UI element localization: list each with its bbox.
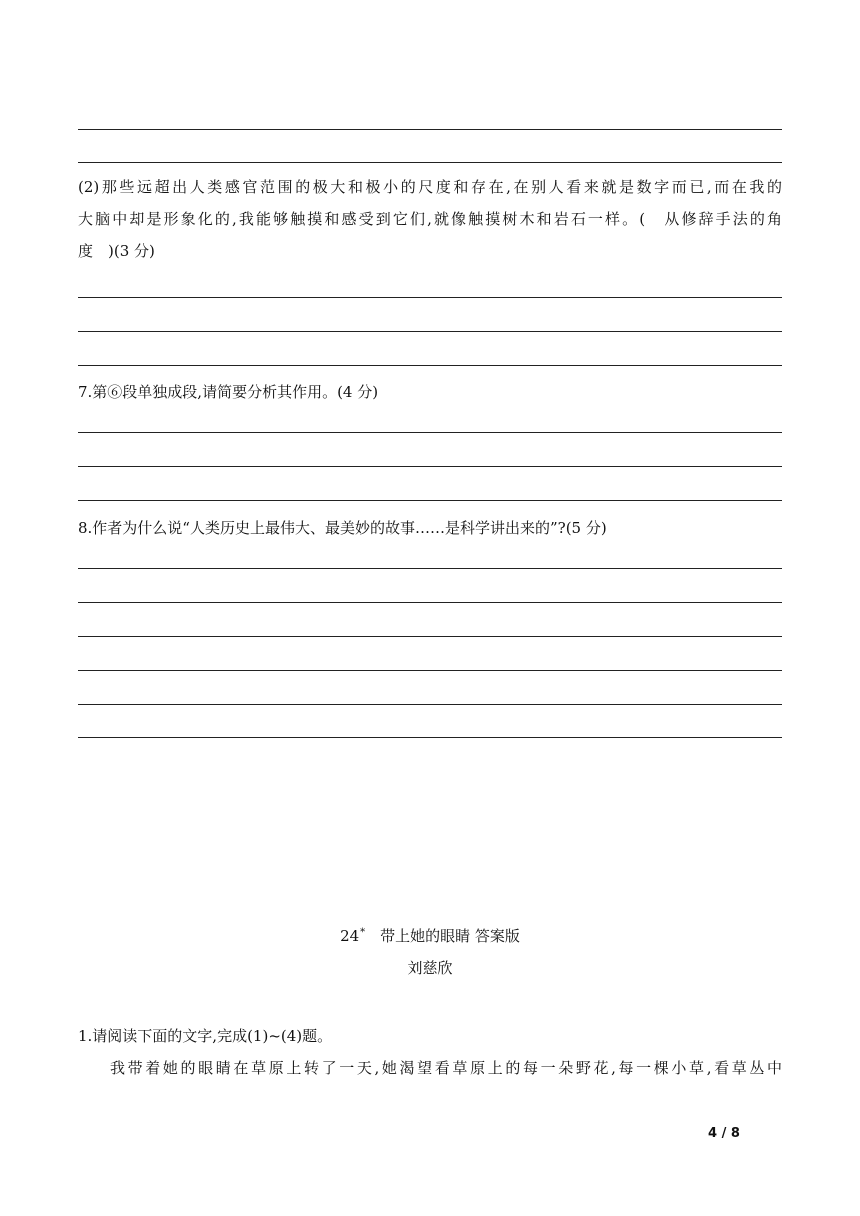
answer-line bbox=[78, 670, 782, 671]
question-8: 8.作者为什么说“人类历史上最伟大、最美妙的故事……是科学讲出来的”?(5 分) bbox=[78, 519, 607, 537]
question-6-2 bbox=[78, 171, 782, 267]
answer-line bbox=[78, 500, 782, 501]
answer-line bbox=[78, 466, 782, 467]
passage bbox=[110, 1052, 782, 1084]
page-number: 4 / 8 bbox=[708, 1126, 740, 1141]
lesson-title bbox=[0, 923, 860, 946]
question-text-line: 度 )(3 分) bbox=[78, 242, 155, 260]
lesson-title-text: 带上她的眼睛 答案版 bbox=[365, 927, 520, 945]
answer-line bbox=[78, 704, 782, 705]
answer-line bbox=[78, 129, 782, 130]
answer-line bbox=[78, 737, 782, 738]
answer-line bbox=[78, 602, 782, 603]
answer-line bbox=[78, 162, 782, 163]
question-1: 1.请阅读下面的文字,完成(1)~(4)题。 bbox=[78, 1027, 333, 1045]
answer-line bbox=[78, 432, 782, 433]
answer-line bbox=[78, 331, 782, 332]
passage-line: 我带着她的眼睛在草原上转了一天,她渴望看草原上的每一朵野花,每一棵小草,看草丛中 bbox=[110, 1059, 782, 1077]
answer-line bbox=[78, 297, 782, 298]
answer-line bbox=[78, 365, 782, 366]
lesson-mark: * bbox=[360, 927, 366, 938]
question-text-line: 大脑中却是形象化的,我能够触摸和感受到它们,就像触摸树木和岩石一样。( 从修辞手法的角 bbox=[78, 210, 782, 228]
answer-line bbox=[78, 636, 782, 637]
lesson-author: 刘慈欣 bbox=[407, 959, 453, 977]
lesson-number: 24 bbox=[340, 927, 360, 945]
question-7: 7.第⑥段单独成段,请简要分析其作用。(4 分) bbox=[78, 383, 379, 401]
answer-line bbox=[78, 568, 782, 569]
question-text-line: (2)那些远超出人类感官范围的极大和极小的尺度和存在,在别人看来就是数字而已,而在我的 bbox=[78, 178, 782, 196]
